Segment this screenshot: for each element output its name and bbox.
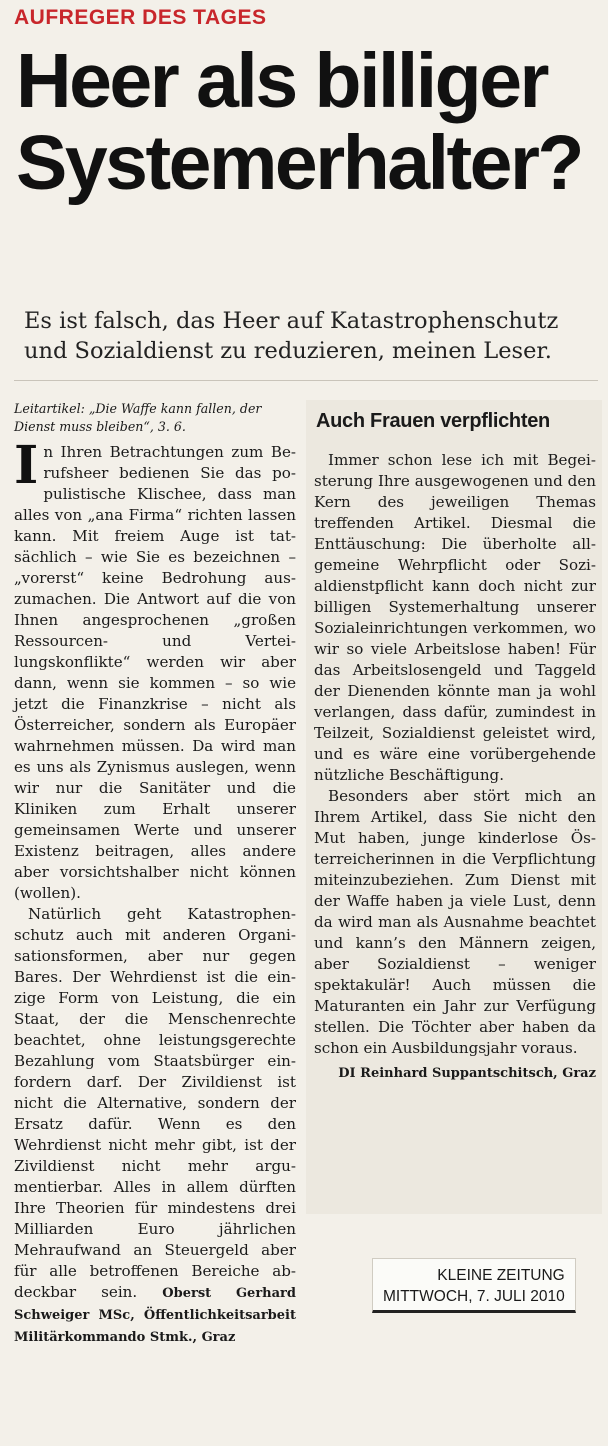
letter-1 <box>14 400 296 1348</box>
letter-1-paragraph-1 <box>14 435 296 904</box>
headline-line-1: Heer als billiger <box>16 38 547 124</box>
headline <box>16 40 600 204</box>
drop-cap: I <box>14 435 39 496</box>
letter-2-title: Auch Frauen verpflichten <box>316 410 550 432</box>
letter-1-paragraph-2-text: Natürlich geht Katastrophenschutz auch mit anderen Organisationsformen, aber nur gegen Bares. Der Wehrdienst ist die einzige Form von Leistung, die ein Staat, der die Menschenrechte beachtet, ohne leistungsgerechte Bezahlung vom Staatsbürger einfordern darf. Der Zivildienst ist nicht die Alternative, sondern der Ersatz dafür. Wenn es den Wehrdienst nicht mehr gibt, ist der Zivildienst nicht mehr argumentierbar. Alles in allem dürften Ihre Theorien für mindestens drei Milliarden Euro jährlichen Mehraufwand an Steuergeld aber für alle betroffenen Bereiche abdeckbar sein. <box>14 905 296 1301</box>
source-date: MITTWOCH, 7. JULI 2010 <box>383 1288 565 1305</box>
letter-2-paragraph-1: Immer schon lese ich mit Begeisterung Ihre ausgewogenen und den Kern des jeweiligen Themas treffenden Artikel. Diesmal die Enttäuschung: Die überholte allgemeine Wehrpflicht oder Sozialdienstpflicht kann doch nicht zur billigen Systemerhaltung unserer Sozialeinrichtungen verkommen, wo wir so viele Arbeitslose haben! Für das Arbeitslosengeld und Taggeld der Dienenden könnte man ja wohl verlangen, dass dafür, zumindest in Teilzeit, Sozialdienst geleistet wird, und es wäre eine vorübergehende nützliche Beschäftigung. <box>314 451 596 784</box>
divider <box>14 380 598 381</box>
kicker: AUFREGER DES TAGES <box>14 6 267 29</box>
article-reference: Leitartikel: „Die Waffe kann fallen, der Dienst muss bleiben“, 3. 6. <box>14 401 262 434</box>
letter-1-paragraph-2 <box>14 904 296 1348</box>
letter-1-paragraph-1-text: n Ihren Betrachtungen zum Berufsheer bedienen Sie das populistische Klischee, dass man alles von „ana Firma“ richten lassen kann. Mit freiem Auge ist tatsächlich – wie Sie es bezeichnen – „vorerst“ keine Bedrohung auszumachen. Die Antwort auf die von Ihnen angesprochenen „großen Ressourcen- und Verteilungskonflikte“ werden wir aber dann, wenn sie kommen – so wie jetzt die Finanzkrise – nicht als Österreicher, sondern als Europäer wahrnehmen müssen. Da wird man es uns als Zynismus auslegen, wenn wir nur die Sanitäter und die Kliniken zum Erhalt unserer gemeinsamen Werte und unserer Existenz beitragen, alles andere aber vorsichtshalber nicht können (wollen). <box>14 443 296 902</box>
letter-1-signature: Oberst Gerhard Schweiger MSc, Öffentlichkeitsarbeit Militärkommando Stmk., Graz <box>14 1286 296 1345</box>
letter-2 <box>314 400 596 1084</box>
source-paper: KLEINE ZEITUNG <box>437 1267 565 1284</box>
letter-2-signature: DI Reinhard Suppantschitsch, Graz <box>338 1066 596 1081</box>
headline-line-2: Systemerhalter? <box>16 120 582 206</box>
deck: Es ist falsch, das Heer auf Katastrophenschutz und Sozialdienst zu reduzieren, meinen Leser. <box>24 308 559 364</box>
letter-2-paragraph-2: Besonders aber stört mich an Ihrem Artikel, dass Sie nicht den Mut haben, junge kinderlose Österreicherinnen in die Verpflichtung miteinzubeziehen. Zum Dienst mit der Waffe haben ja viele Lust, denn da wird man als Ausnahme beachtet und kann’s den Männern zeigen, aber Sozialdienst – weniger spektakulär! Auch müssen die Maturanten ein Jahr zur Verfügung stellen. Die Töchter aber haben da schon ein Ausbildungsjahr voraus. <box>314 787 596 1057</box>
source-stamp <box>372 1258 576 1313</box>
